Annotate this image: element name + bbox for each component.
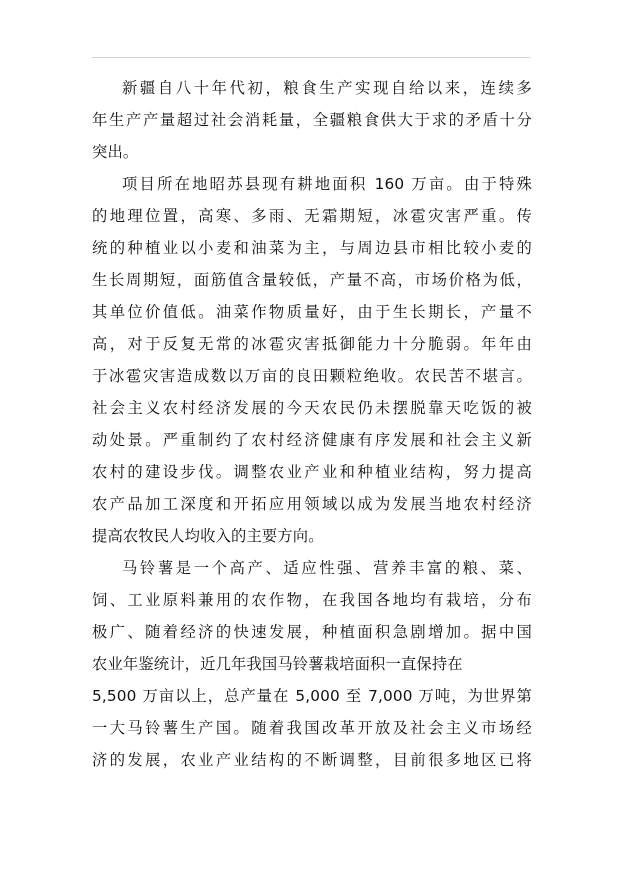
paragraph-2-line-9: 动处景。严重制约了农村经济健康有序发展和社会主义新 (92, 431, 532, 449)
header-rule (92, 57, 530, 58)
paragraph-3-line-3: 极广、随着经济的快速发展，种植面积急剧增加。据中国 (92, 623, 532, 641)
paragraph-1-line-2: 年生产产量超过社会消耗量，全疆粮食供大于求的矛盾十分 (92, 111, 532, 129)
paragraph-2-line-1: 项目所在地昭苏县现有耕地面积 160 万亩。由于特殊 (122, 175, 532, 193)
paragraph-2-line-7: 于冰雹灾害造成数以万亩的良田颗粒绝收。农民苦不堪言。 (92, 367, 532, 385)
paragraph-2-line-5: 其单位价值低。油菜作物质量好，由于生长期长，产量不 (92, 303, 532, 321)
paragraph-2-line-8: 社会主义农村经济发展的今天农民仍未摆脱靠天吃饭的被 (92, 399, 532, 417)
paragraph-3-line-6: 一大马铃薯生产国。随着我国改革开放及社会主义市场经 (92, 719, 532, 737)
paragraph-2-line-4: 生长周期短，面筋值含量较低，产量不高，市场价格为低， (92, 271, 532, 289)
paragraph-3-line-1: 马铃薯是一个高产、适应性强、营养丰富的粮、菜、 (122, 559, 532, 577)
paragraph-2-line-6: 高，对于反复无常的冰雹灾害抵御能力十分脆弱。年年由 (92, 335, 532, 353)
body-text (92, 72, 532, 776)
paragraph-3-line-2: 饲、工业原料兼用的农作物，在我国各地均有栽培，分布 (92, 591, 532, 609)
paragraph-3-line-5: 5,500 万亩以上，总产量在 5,000 至 7,000 万吨，为世界第 (92, 687, 532, 705)
paragraph-2-line-2: 的地理位置，高寒、多雨、无霜期短，冰雹灾害严重。传 (92, 207, 532, 225)
paragraph-2-line-10: 农村的建设步伐。调整农业产业和种植业结构，努力提高 (92, 463, 532, 481)
paragraph-3-line-7: 济的发展，农业产业结构的不断调整，目前很多地区已将 (92, 751, 532, 769)
paragraph-1-line-3: 突出。 (92, 143, 139, 161)
paragraph-3-line-4: 农业年鉴统计，近几年我国马铃薯栽培面积一直保持在 (92, 655, 463, 673)
paragraph-1-line-1: 新疆自八十年代初，粮食生产实现自给以来，连续多 (122, 79, 532, 97)
paragraph-2-line-12: 提高农牧民人均收入的主要方向。 (92, 527, 324, 545)
paragraph-2-line-3: 统的种植业以小麦和油菜为主，与周边县市相比较小麦的 (92, 239, 532, 257)
paragraph-2-line-11: 农产品加工深度和开拓应用领域以成为发展当地农村经济 (92, 495, 532, 513)
